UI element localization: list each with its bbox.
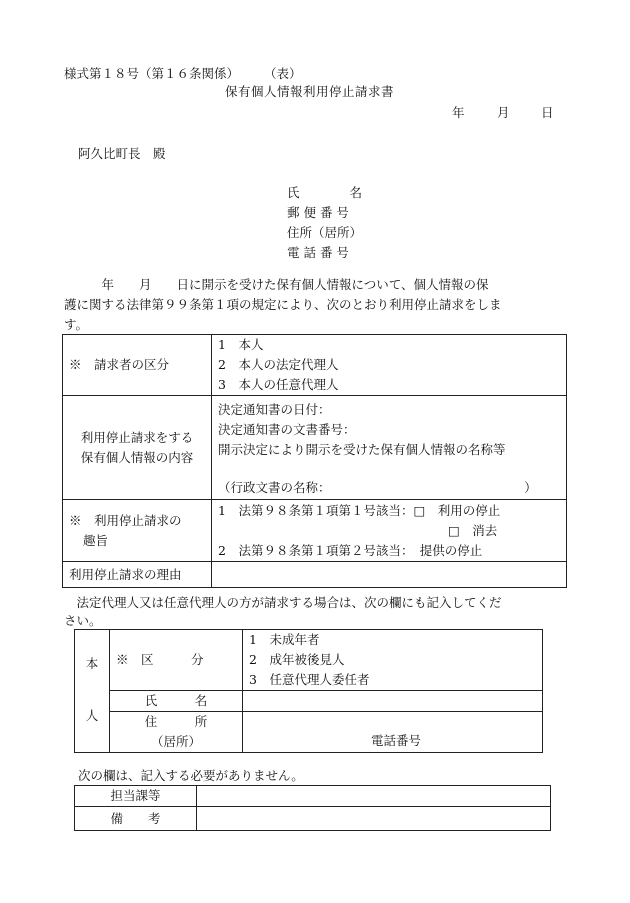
notice-date-line: 決定通知書の日付： — [218, 402, 331, 417]
principal-table — [74, 629, 543, 753]
category-option-3: 3 本人の任意代理人 — [218, 377, 339, 392]
dept-label-cell — [75, 786, 197, 807]
purpose-option-1: 1 法第９８条第１項第１号該当：□ 利用の停止 — [218, 502, 501, 518]
principal-option-1: 1 未成年者 — [249, 632, 320, 647]
principal-option-2: 2 成年被後見人 — [249, 652, 345, 667]
principal-name-field[interactable] — [243, 691, 543, 712]
request-table — [62, 334, 567, 588]
agent-note-line-2: さい。 — [64, 613, 102, 628]
agent-note-line-1: 法定代理人又は任意代理人の方が請求する場合は、次の欄にも記入してくだ — [64, 595, 502, 610]
form-title: 保有個人情報利用停止請求書 — [225, 84, 395, 99]
dept-field[interactable] — [197, 786, 551, 807]
purpose-label-line-2: 趣旨 — [83, 532, 109, 548]
purpose-option-1-erase: □ 消去 — [448, 522, 498, 538]
principal-category-cell — [110, 630, 243, 691]
remarks-label: 備 考 — [110, 810, 161, 826]
reason-field[interactable] — [212, 562, 567, 588]
addressee: 阿久比町長 殿 — [78, 146, 166, 161]
office-note: 次の欄は、記入する必要がありません。 — [78, 768, 304, 783]
principal-phone-label: 電話番号 — [371, 733, 422, 748]
principal-name-label: 氏 名 — [144, 693, 208, 708]
date-year: 年 — [452, 105, 465, 120]
principal-option-3: 3 任意代理人委任者 — [249, 672, 370, 687]
form-number: 様式第１８号（第１６条関係） （表） — [64, 66, 302, 81]
principal-side-top: 本 — [85, 656, 99, 671]
principal-side-cell — [75, 630, 110, 753]
requester-postal-label: 郵 便 番 号 — [287, 205, 349, 220]
requester-phone-label: 電 話 番 号 — [287, 245, 349, 260]
date-month: 月 — [497, 105, 510, 120]
principal-address-label-cell — [110, 712, 243, 753]
content-label-line-1: 利用停止請求をする — [80, 429, 194, 445]
purpose-label-line-1: ※ 利用停止請求の — [69, 512, 182, 528]
category-label: ※ 請求者の区分 — [69, 357, 170, 372]
remarks-label-cell — [75, 807, 197, 831]
principal-side-bottom: 人 — [85, 708, 99, 723]
remarks-field[interactable] — [197, 807, 551, 831]
requester-address-label: 住所（居所） — [287, 225, 363, 240]
purpose-label-cell — [63, 500, 212, 562]
requester-name-label: 氏 名 — [287, 185, 363, 200]
purpose-options-cell — [212, 500, 567, 562]
admin-document-line: （行政文書の名称： ） — [218, 480, 537, 495]
category-option-1: 1 本人 — [218, 337, 264, 352]
disclosed-info-line: 開示決定により開示を受けた保有個人情報の名称等 — [218, 442, 506, 457]
intro-line-2: 護に関する法律第９９条第１項の規定により、次のとおり利用停止請求をしま — [64, 297, 502, 312]
principal-name-label-cell — [110, 691, 243, 712]
content-detail-cell — [212, 396, 567, 500]
dept-label: 担当課等 — [110, 788, 161, 803]
notice-number-line: 決定通知書の文書番号： — [218, 422, 356, 437]
office-table — [74, 785, 551, 831]
principal-address-field[interactable] — [243, 712, 543, 753]
category-option-2: 2 本人の法定代理人 — [218, 357, 339, 372]
category-label-cell — [63, 335, 212, 396]
category-options-cell — [212, 335, 567, 396]
principal-options-cell — [243, 630, 543, 691]
principal-address-label: 住 所 — [144, 714, 208, 729]
reason-label: 利用停止請求の理由 — [69, 566, 182, 582]
reason-label-cell — [63, 562, 212, 588]
date-day: 日 — [541, 105, 554, 120]
intro-line-1: 年 月 日に開示を受けた保有個人情報について、個人情報の保 — [64, 277, 489, 292]
principal-residence-label: （居所） — [150, 734, 201, 749]
intro-line-3: す。 — [64, 317, 89, 332]
purpose-option-2: 2 法第９８条第１項第２号該当： 提供の停止 — [218, 542, 483, 558]
content-label-line-2: 保有個人情報の内容 — [80, 449, 194, 465]
content-label-cell — [63, 396, 212, 500]
principal-category-label: ※ 区 分 — [116, 652, 204, 667]
